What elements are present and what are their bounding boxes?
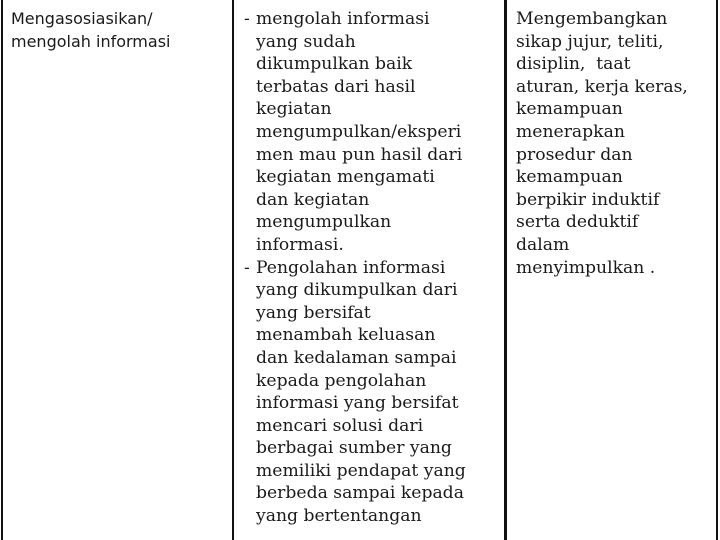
cell-text-line: berpikir induktif	[516, 189, 660, 210]
bullet-line	[244, 166, 466, 189]
bullet-line	[244, 98, 466, 121]
bullet-text: yang sudah	[256, 31, 356, 52]
bullet-line	[244, 144, 466, 167]
bullet-text: kepada pengolahan	[256, 370, 427, 391]
bullet-text: men mau pun hasil dari	[256, 144, 463, 165]
cell-text-line: kemampuan	[516, 99, 623, 120]
table-cell-attitude	[516, 8, 688, 279]
bullet-text: berbagai sumber yang	[256, 438, 452, 459]
bullet-marker: -	[244, 9, 250, 29]
bullet-line	[244, 392, 466, 415]
bullet-line	[244, 211, 466, 234]
cell-text-line: Mengembangkan	[516, 9, 668, 29]
bullet-text: yang bertentangan	[256, 506, 422, 527]
bullet-line	[244, 53, 466, 76]
cell-text-line: serta deduktif	[516, 212, 639, 233]
bullet-line	[244, 505, 466, 528]
bullet-text: memiliki pendapat yang	[256, 460, 466, 481]
cell-text-line: menyimpulkan .	[516, 257, 656, 278]
bullet-line	[244, 302, 466, 325]
bullet-line	[244, 8, 466, 31]
bullet-text: yang dikumpulkan dari	[256, 280, 458, 301]
table-column-divider-1	[232, 0, 234, 540]
bullet-text: kegiatan	[256, 99, 332, 120]
bullet-text: Pengolahan informasi	[256, 257, 446, 278]
bullet-text: informasi yang bersifat	[256, 393, 459, 414]
bullet-line	[244, 279, 466, 302]
cell-text-line: menerapkan	[516, 121, 625, 142]
bullet-line	[244, 437, 466, 460]
bullet-text: kegiatan mengamati	[256, 167, 435, 188]
bullet-line	[244, 189, 466, 212]
bullet-text: dikumpulkan baik	[256, 54, 413, 75]
bullet-line	[244, 370, 466, 393]
table-border-left	[1, 0, 3, 540]
bullet-text: mengolah informasi	[256, 9, 430, 29]
bullet-text: mengumpulkan/eksperi	[256, 121, 462, 142]
bullet-text: mengumpulkan	[256, 212, 392, 233]
bullet-line	[244, 76, 466, 99]
bullet-text: dan kegiatan	[256, 189, 370, 210]
bullet-line	[244, 347, 466, 370]
bullet-line	[244, 257, 466, 280]
cell-text-line: aturan, kerja keras,	[516, 76, 688, 97]
bullet-line	[244, 121, 466, 144]
table-border-right	[716, 0, 718, 540]
bullet-line	[244, 460, 466, 483]
bullet-marker: -	[244, 257, 250, 278]
bullet-line	[244, 324, 466, 347]
cell-text-line: disiplin, taat	[516, 54, 631, 75]
cell-text-line: sikap jujur, teliti,	[516, 31, 664, 52]
bullet-text: informasi.	[256, 234, 344, 255]
cell-text-line: mengolah informasi	[11, 31, 171, 51]
bullet-text: mencari solusi dari	[256, 415, 424, 436]
cell-text-line: kemampuan	[516, 167, 623, 188]
bullet-line	[244, 482, 466, 505]
bullet-text: menambah keluasan	[256, 325, 436, 346]
bullet-text: berbeda sampai kepada	[256, 483, 464, 504]
table-cell-activity	[11, 8, 170, 53]
table-cell-description	[244, 8, 466, 528]
bullet-text: dan kedalaman sampai	[256, 347, 457, 368]
cell-text-line: prosedur dan	[516, 144, 633, 165]
bullet-line	[244, 415, 466, 438]
bullet-line	[244, 31, 466, 54]
bullet-text: terbatas dari hasil	[256, 76, 416, 97]
cell-text-line: Mengasosiasikan/	[11, 9, 153, 28]
table-column-divider-2b	[506, 0, 507, 540]
cell-text-line: dalam	[516, 234, 570, 255]
bullet-line	[244, 234, 466, 257]
bullet-text: yang bersifat	[256, 302, 371, 323]
